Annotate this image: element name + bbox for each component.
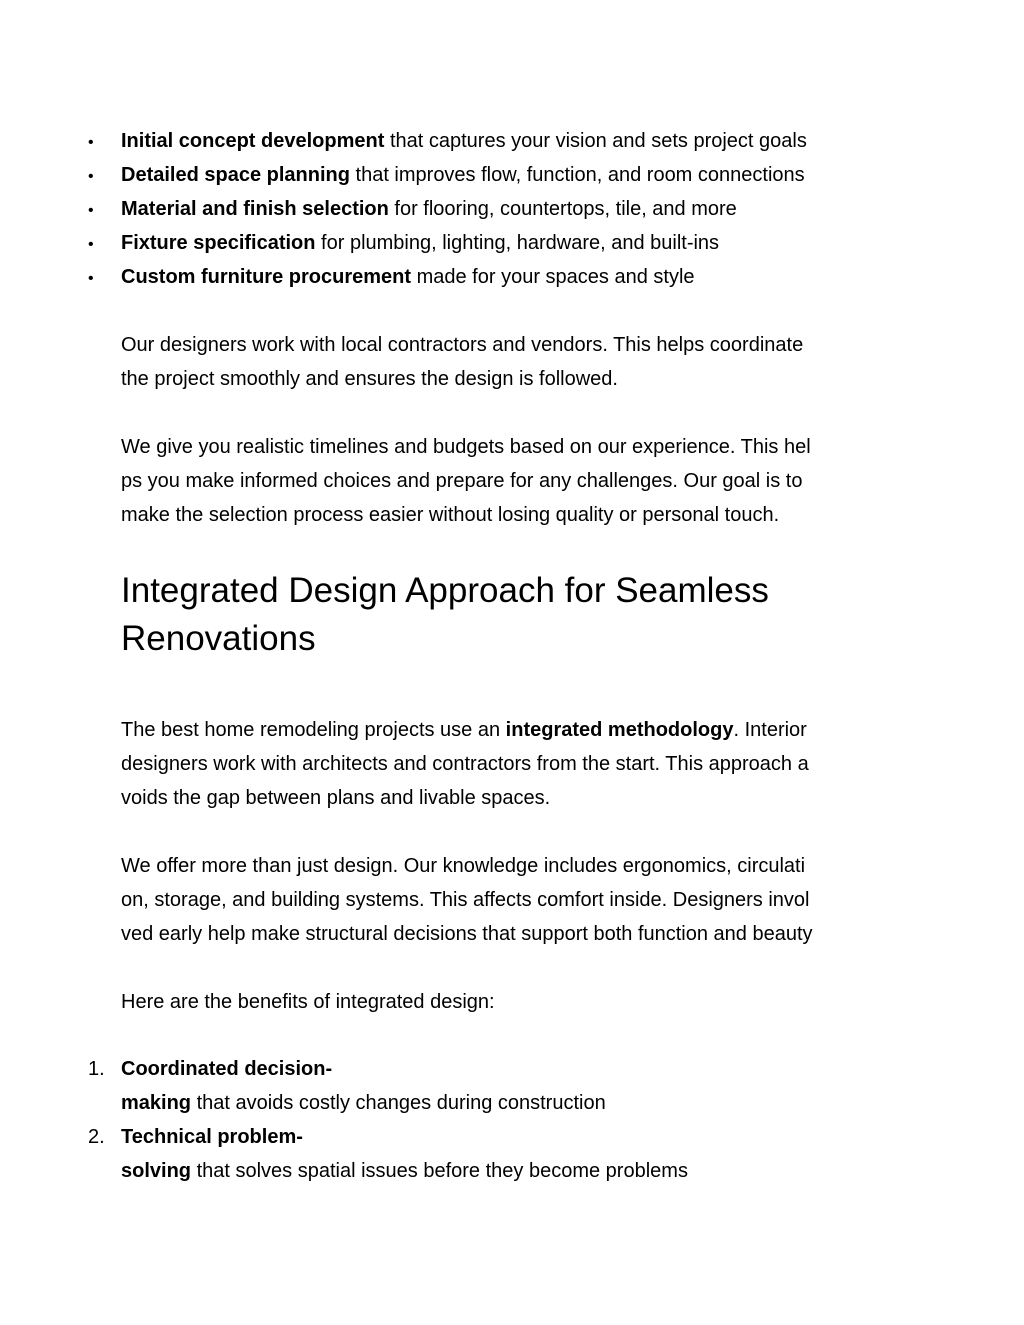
list-item-text: that captures your vision and sets project goals [384,130,807,152]
list-item-bold: Material and finish selection [121,198,389,220]
paragraph-text: The best home remodeling projects use an [121,719,506,741]
list-item-text: made for your spaces and style [411,266,695,288]
emphasis-text: integrated methodology [505,719,734,741]
bullet-icon: • [88,236,94,253]
paragraph-line: the project smoothly and ensures the design is followed. [121,368,618,390]
bullet-icon: • [88,202,94,219]
heading-line: Integrated Design Approach for Seamless [121,571,769,610]
bullet-icon: • [88,168,94,185]
paragraph-line: ved early help make structural decisions that support both function and beauty [121,923,813,945]
paragraph-line: voids the gap between plans and livable spaces. [121,787,551,809]
list-item-bold: Technical problem- [121,1126,303,1148]
list-item-bold: Fixture specification [121,232,316,254]
paragraph-line: ps you make informed choices and prepare for any challenges. Our goal is to [121,470,803,492]
list-item-text: that avoids costly changes during construction [191,1092,606,1114]
list-item-text: that solves spatial issues before they become problems [191,1160,688,1182]
list-number: 2. [88,1126,105,1148]
bullet-icon: • [88,134,94,151]
heading-line: Renovations [121,619,316,658]
paragraph-line: Here are the benefits of integrated design: [121,991,495,1013]
paragraph-line: make the selection process easier without losing quality or personal touch. [121,504,780,526]
list-item-bold: Coordinated decision- [121,1058,333,1080]
list-item-bold: Initial concept development [121,130,385,152]
list-item-bold: making [121,1092,192,1114]
paragraph-line: We offer more than just design. Our knowledge includes ergonomics, circulati [121,855,806,877]
paragraph-line: Our designers work with local contractors and vendors. This helps coordinate [121,334,804,356]
list-item-text: that improves flow, function, and room connections [349,164,805,186]
list-item-bold: Detailed space planning [121,164,350,186]
list-number: 1. [88,1058,105,1080]
paragraph-line: designers work with architects and contractors from the start. This approach a [121,753,809,775]
list-item-text: for flooring, countertops, tile, and more [388,198,737,220]
bullet-icon: • [88,270,94,287]
paragraph-line: We give you realistic timelines and budgets based on our experience. This hel [121,436,811,458]
paragraph-line: on, storage, and building systems. This affects comfort inside. Designers invol [121,889,810,911]
list-item-bold: solving [121,1160,192,1182]
paragraph-text: . Interior [733,719,807,741]
list-item-bold: Custom furniture procurement [121,266,412,288]
list-item-text: for plumbing, lighting, hardware, and built-ins [315,232,720,254]
